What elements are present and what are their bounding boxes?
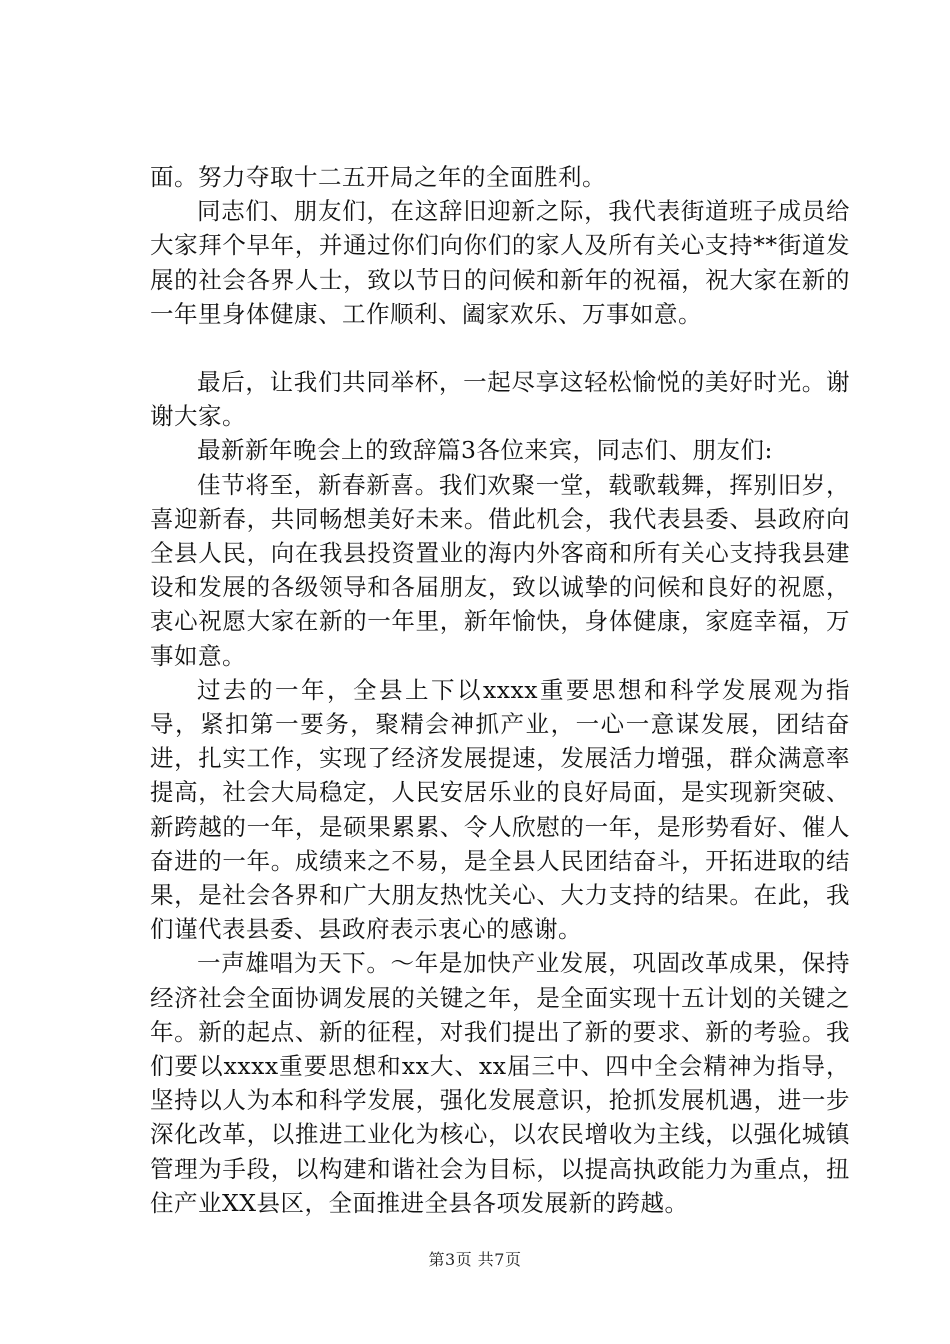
page-number-footer: 第3页 共7页 xyxy=(428,1250,522,1269)
paragraph-speech-heading: 最新新年晚会上的致辞篇3各位来宾，同志们、朋友们: xyxy=(197,436,773,465)
paragraph-past-year: 过去的一年，全县上下以xxxx重要思想和科学发展观为指导，紧扣第一要务，聚精会神抓产业，一心一意谋发展，团结奋进，扎实工作，实现了经济发展提速，发展活力增强，群众满意率提高，社会大局稳定，人民安居乐业的良好局面，是实现新突破、新跨越的一年，是硕果累累、令人欣慰的一年，是形势看好、催人奋进的一年。成绩来之不易，是全县人民团结奋斗，开拓进取的结果，是社会各界和广大朋友热忱关心、大力支持的结果。在此，我们谨代表县委、县政府表示衷心的感谢。 xyxy=(150,675,850,944)
paragraph-greeting: 同志们、朋友们，在这辞旧迎新之际，我代表街道班子成员给大家拜个早年，并通过你们向你们的家人及所有关心支持**街道发展的社会各界人士，致以节日的问候和新年的祝福，祝大家在新的一年里身体健康、工作顺利、阖家欢乐、万事如意。 xyxy=(150,197,850,328)
paragraph-closing-toast: 最后，让我们共同举杯，一起尽享这轻松愉悦的美好时光。谢谢大家。 xyxy=(150,368,850,431)
paragraph-continuation: 面。努力夺取十二五开局之年的全面胜利。 xyxy=(150,163,606,191)
paragraph-holiday-wishes: 佳节将至，新春新喜。我们欢聚一堂，载歌载舞，挥别旧岁，喜迎新春，共同畅想美好未来。借此机会，我代表县委、县政府向全县人民，向在我县投资置业的海内外客商和所有关心支持我县建设和发展的各级领导和各届朋友，致以诚挚的问候和良好的祝愿，衷心祝愿大家在新的一年里，新年愉快，身体健康，家庭幸福，万事如意。 xyxy=(150,470,850,670)
document-body xyxy=(150,160,850,1220)
paragraph-new-year-goals: 一声雄唱为天下。～年是加快产业发展，巩固改革成果，保持经济社会全面协调发展的关键之年，是全面实现十五计划的关键之年。新的起点、新的征程，对我们提出了新的要求、新的考验。我们要以xxxx重要思想和xx大、xx届三中、四中全会精神为指导，坚持以人为本和科学发展，强化发展意识，抢抓发展机遇，进一步深化改革，以推进工业化为核心，以农民增收为主线，以强化城镇管理为手段，以构建和谐社会为目标，以提高执政能力为重点，扭住产业XX县区，全面推进全县各项发展新的跨越。 xyxy=(150,949,850,1217)
